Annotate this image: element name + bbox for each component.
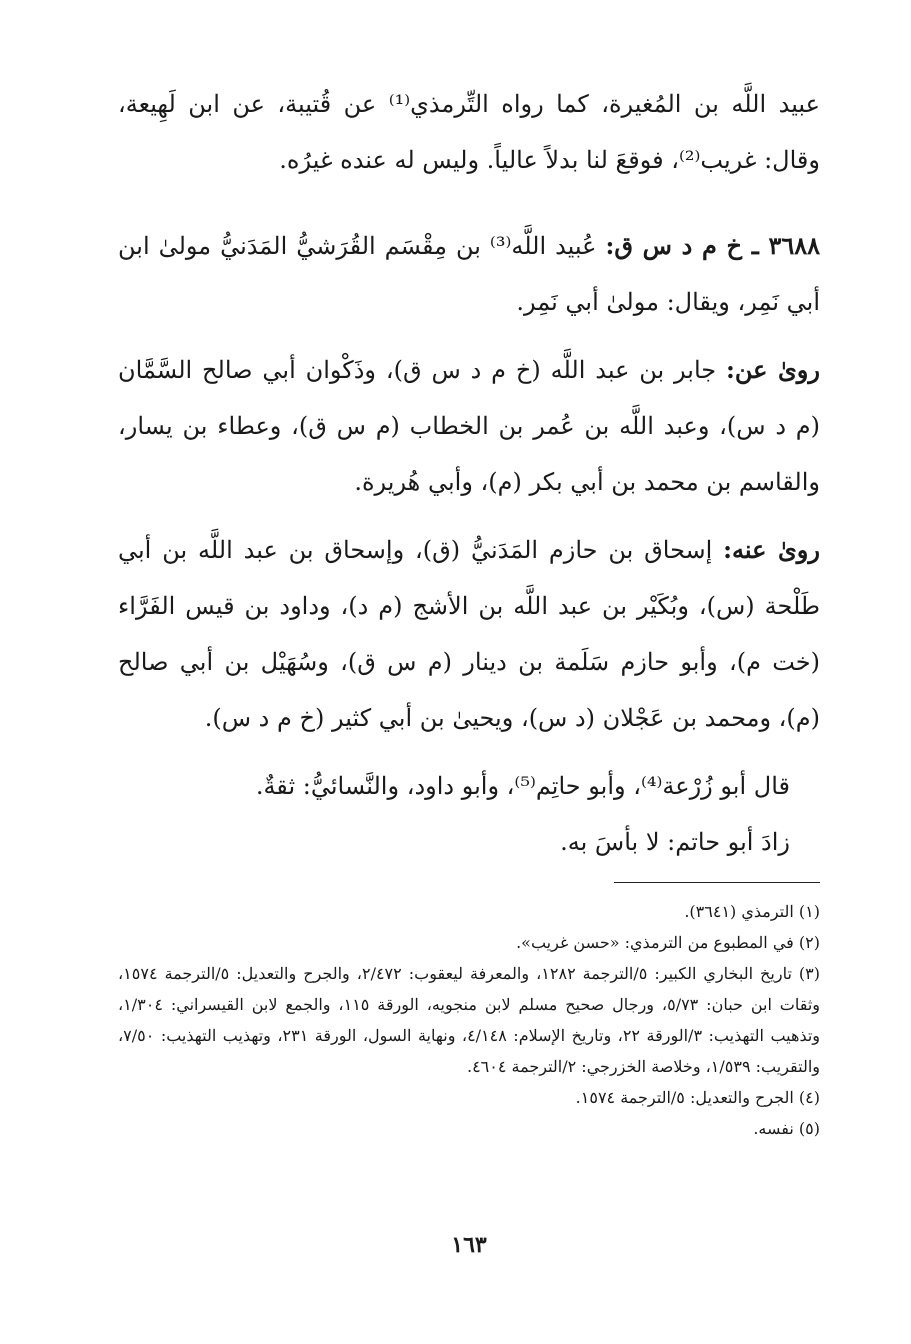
footnote-3: (٣) تاريخ البخاري الكبير: ٥/الترجمة ١٢٨٢، والمعرفة ليعقوب: ٢/٤٧٢، والجرح والتعديل: ٥/الترجمة ١٥٧٤، وثقات ابن حبان: ٥/٧٣، ورجال صحيح مسلم لابن منجويه، الورقة ١١٥، والجمع لابن القيسراني: ١/٣٠٤، وتذهيب التهذيب: ٣/الورقة ٢٢، وتاريخ الإسلام: ٤/١٤٨، ونهاية السول، الورقة ٢٣١، وتهذيب التهذيب: ٧/٥٠، والتقريب: ١/٥٣٩، وخلاصة الخزرجي: ٢/الترجمة ٤٦٠٤. <box>118 964 821 1076</box>
footnotes <box>118 896 820 1144</box>
narrated-from-paragraph <box>118 342 820 510</box>
narrated-by-paragraph <box>118 522 820 746</box>
entry-heading-paragraph <box>118 218 820 330</box>
narrated-by-label: روىٰ عنه: <box>723 535 820 564</box>
entry-name: عُبيد اللَّه⁽³⁾ بن مِقْسَم القُرَشيُّ المَدَنيُّ مولىٰ ابن أبي نَمِر، ويقال: مولىٰ أبي نَمِر. <box>118 232 820 316</box>
footnote-5: (٥) نفسه. <box>753 1119 820 1138</box>
grading-paragraph: قال أبو زُرْعة⁽⁴⁾، وأبو حاتِم⁽⁵⁾، وأبو داود، والنَّسائيُّ: ثقةٌ. <box>255 772 790 800</box>
paragraph-intro: عبيد اللَّه بن المُغيرة، كما رواه التِّرمذي⁽¹⁾ عن قُتيبة، عن ابن لَهِيعة، وقال: غريب⁽²⁾، فوقعَ لنا بدلاً عالياً. وليس له عنده غيرُه. <box>118 90 820 174</box>
footnote-1: (١) الترمذي (٣٦٤١). <box>684 902 820 921</box>
page-body <box>118 76 820 1316</box>
page-number: ١٦٣ <box>451 1232 487 1258</box>
footnote-2: (٢) في المطبوع من الترمذي: «حسن غريب». <box>516 933 820 952</box>
addition-paragraph: زادَ أبو حاتم: لا بأسَ به. <box>560 828 790 856</box>
footnote-separator <box>614 882 820 883</box>
footnote-4: (٤) الجرح والتعديل: ٥/الترجمة ١٥٧٤. <box>575 1088 820 1107</box>
entry-number: ٣٦٨٨ ـ خ م د س ق: <box>605 231 820 260</box>
narrated-from-text: جابر بن عبد اللَّه (خ م د س ق)، وذَكْوان أبي صالح السَّمَّان (م د س)، وعبد اللَّه بن عُمر بن الخطاب (م س ق)، وعطاء بن يسار، والقاسم بن محمد بن أبي بكر (م)، وأبي هُريرة. <box>118 356 820 496</box>
narrated-from-label: روىٰ عن: <box>725 355 820 384</box>
narrated-by-text: إسحاق بن حازم المَدَنيُّ (ق)، وإسحاق بن عبد اللَّه بن أبي طَلْحة (س)، وبُكَيْر بن عبد اللَّه بن الأشج (م د)، وداود بن قيس الفَرَّاء (خت م)، وأبو حازم سَلَمة بن دينار (م س ق)، وسُهَيْل بن أبي صالح (م)، ومحمد بن عَجْلان (د س)، ويحيىٰ بن أبي كثير (خ م د س). <box>118 536 820 732</box>
